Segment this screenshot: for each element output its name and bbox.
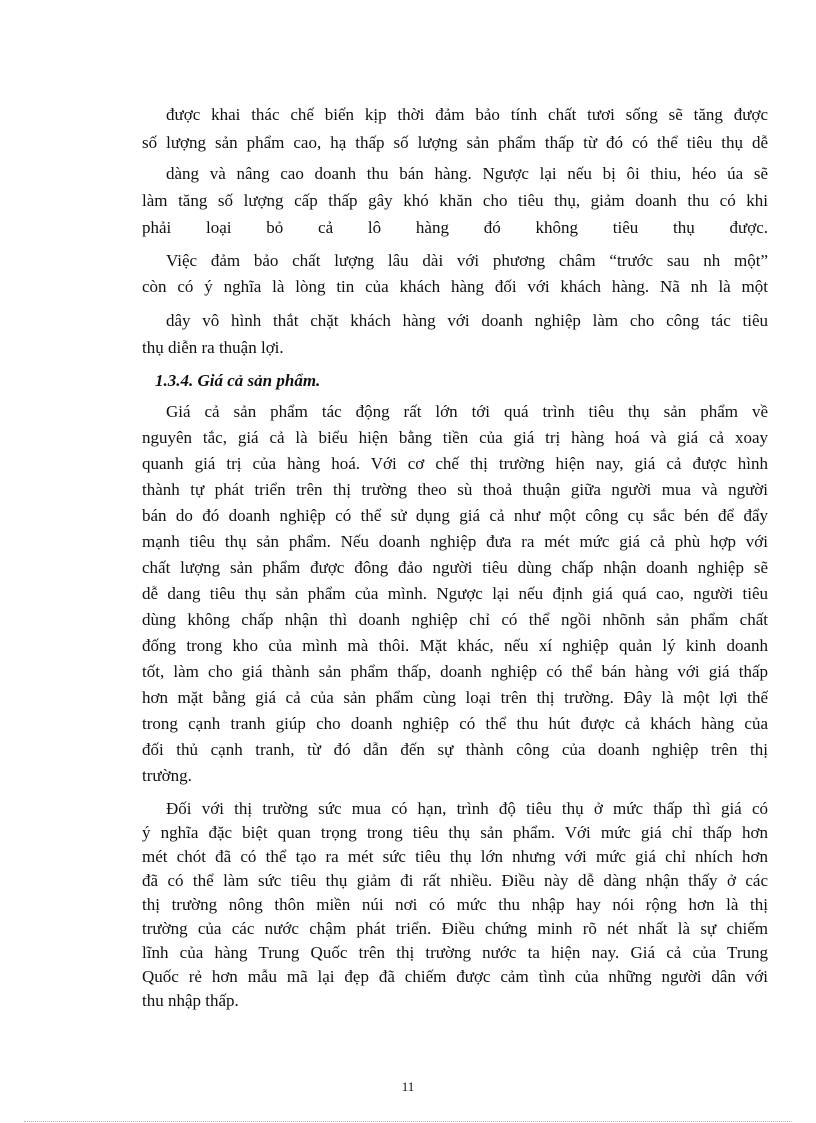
paragraph-3-line-12: hơn mặt bằng giá cả của sản phẩm cùng loại trên thị trường. Đây là một lợi thế xyxy=(142,688,768,707)
paragraph-3-line-1: Giá cả sản phẩm tác động rất lớn tới quá trình tiêu thụ sản phẩm về xyxy=(166,402,768,421)
paragraph-4-line-2: ý nghĩa đặc biệt quan trọng trong tiêu thụ sản phẩm. Với mức giá chỉ thấp hơn xyxy=(142,823,768,842)
paragraph-3-line-10: đống trong kho của mình mà thôi. Mặt khác, nếu xí nghiệp quản lý kinh doanh xyxy=(142,636,768,655)
paragraph-1-line-3: dàng và nâng cao doanh thu bán hàng. Ngược lại nếu bị ôi thiu, héo úa sẽ xyxy=(166,164,768,183)
paragraph-3-line-11: tốt, làm cho giá thành sản phẩm thấp, doanh nghiệp có thể bán hàng với giá thấp xyxy=(142,662,768,681)
paragraph-3-line-7: chất lượng sản phẩm được đông đảo người tiêu dùng chấp nhận doanh nghiệp sẽ xyxy=(142,558,768,577)
paragraph-3-line-3: quanh giá trị của hàng hoá. Với cơ chế thị trường hiện nay, giá cả được hình xyxy=(142,454,768,473)
paragraph-2-line-4: thụ diễn ra thuận lợi. xyxy=(142,338,284,357)
paragraph-4-line-1: Đối với thị trường sức mua có hạn, trình độ tiêu thụ ở mức thấp thì giá có xyxy=(166,799,768,818)
page-number: 11 xyxy=(401,1079,415,1094)
paragraph-3-line-2: nguyên tắc, giá cả là biểu hiện bằng tiền của giá trị hàng hoá và giá cả xoay xyxy=(142,428,768,447)
paragraph-4-line-3: mét chót đã có thể tạo ra mét sức tiêu thụ lớn nhưng với mức giá chỉ nhích hơn xyxy=(142,847,768,866)
paragraph-1-line-2: số lượng sản phẩm cao, hạ thấp số lượng sản phẩm thấp từ đó có thể tiêu thụ dễ xyxy=(142,133,768,152)
paragraph-4-line-6: trường của các nước chậm phát triển. Điều chứng minh rõ nét nhất là sự chiếm xyxy=(142,919,768,938)
paragraph-2-line-3: dây vô hình thắt chặt khách hàng với doanh nghiệp làm cho công tác tiêu xyxy=(166,311,768,330)
paragraph-4-line-8: Quốc rẻ hơn mẫu mã lại đẹp đã chiếm được cảm tình của những người dân với xyxy=(142,967,768,986)
paragraph-1-line-5: phải loại bỏ cả lô hàng đó không tiêu thụ được. xyxy=(142,218,768,237)
paragraph-2-line-1: Việc đảm bảo chất lượng lâu dài với phương châm “trước sau nh một” xyxy=(166,251,768,270)
paragraph-3-line-6: mạnh tiêu thụ sản phẩm. Nếu doanh nghiệp đưa ra mét mức giá cả phù hợp với xyxy=(142,532,768,551)
paragraph-3-line-13: trong cạnh tranh giúp cho doanh nghiệp có thể thu hút được cả khách hàng của xyxy=(142,714,768,733)
paragraph-4-line-7: lĩnh của hàng Trung Quốc trên thị trường nước ta hiện nay. Giá cả của Trung xyxy=(142,943,768,962)
paragraph-1-line-1: được khai thác chế biến kịp thời đảm bảo tính chất tươi sống sẽ tăng được xyxy=(166,105,768,124)
paragraph-3-line-9: dùng không chấp nhận thì doanh nghiệp chỉ có thể ngồi nhõnh sản phẩm chất xyxy=(142,610,768,629)
paragraph-3-line-14: đối thủ cạnh tranh, từ đó dẫn đến sự thành công của doanh nghiệp trên thị xyxy=(142,740,768,759)
paragraph-3-line-4: thành tự phát triển trên thị trường theo sù thoả thuận giữa người mua và người xyxy=(142,480,768,499)
paragraph-3-line-15: trường. xyxy=(142,766,192,785)
paragraph-3-line-8: dễ dang tiêu thụ sản phẩm của mình. Ngược lại nếu định giá quá cao, người tiêu xyxy=(142,584,768,603)
paragraph-2-line-2: còn có ý nghĩa là lòng tin của khách hàng đối với khách hàng. Nã nh là một xyxy=(142,277,768,296)
section-heading: 1.3.4. Giá cả sản phẩm. xyxy=(155,371,321,390)
paragraph-4-line-4: đã có thể làm sức tiêu thụ giảm đi rất nhiều. Điều này dễ dàng nhận thấy ở các xyxy=(142,871,768,890)
paragraph-3-line-5: bán do đó doanh nghiệp có thể sử dụng giá cả như một công cụ sắc bén để đẩy xyxy=(142,506,768,525)
paragraph-4-line-9: thu nhập thấp. xyxy=(142,991,239,1010)
paragraph-4-line-5: thị trường nông thôn miền núi nơi có mức thu nhập hay nói rộng hơn là thị xyxy=(142,895,768,914)
paragraph-1-line-4: làm tăng số lượng cấp thấp gây khó khăn cho tiêu thụ, giảm doanh thu có khi xyxy=(142,191,768,210)
footer-divider xyxy=(24,1121,792,1122)
